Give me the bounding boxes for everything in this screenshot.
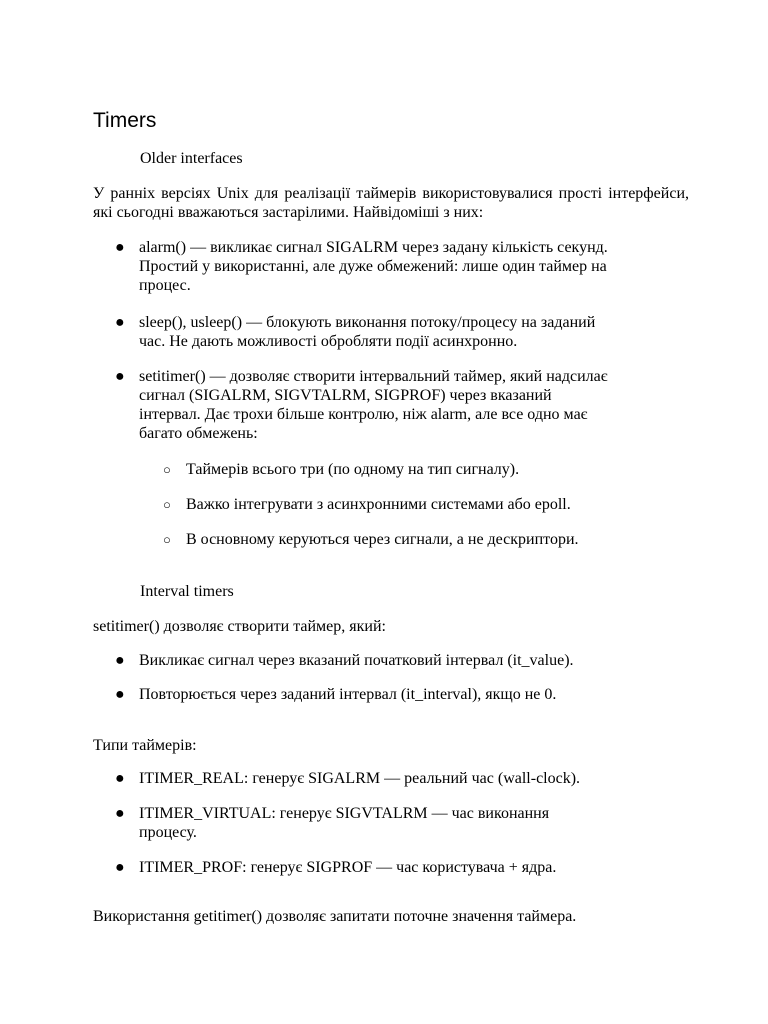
circle-bullet-icon: ○ [163,497,171,512]
circle-bullet-icon: ○ [163,532,171,547]
bullet-icon: ● [115,770,125,787]
bullet-icon: ● [115,314,125,331]
bullet-icon: ● [115,805,125,822]
list-item-line: багато обмежень: [139,425,258,442]
list-item-line: setitimer() — дозволяє створити інтервальний таймер, який надсилає [139,368,608,385]
circle-bullet-icon: ○ [163,462,171,477]
bullet-icon: ● [115,686,125,703]
timer-types-label: Типи таймерів: [93,737,197,754]
page-title: Timers [93,109,157,132]
list-item-line: Простий у використанні, але дуже обмежений: лише один таймер на [139,258,607,275]
older-intro-paragraph: У ранніх версіях Unix для реалізації таймерів використовувалися прості інтерфейси, які сьогодні вважаються застарілими. Найвідоміші з них: [93,185,689,221]
list-item-line: ITIMER_REAL: генерує SIGALRM — реальний час (wall-clock). [139,770,581,787]
footer-paragraph: Використання getitimer() дозволяє запитати поточне значення таймера. [93,908,577,925]
list-item-line: процесу. [139,824,197,841]
list-item-line: ITIMER_VIRTUAL: генерує SIGVTALRM — час виконання [139,805,550,822]
list-item-line: інтервал. Дає трохи більше контролю, ніж alarm, але все одно має [139,406,588,423]
list-item-line: ITIMER_PROF: генерує SIGPROF — час користувача + ядра. [139,859,557,876]
list-item-line: процес. [139,277,191,294]
bullet-icon: ● [115,239,125,256]
section-heading-interval: Interval timers [140,583,234,600]
interval-intro-paragraph: setitimer() дозволяє створити таймер, який: [93,618,386,635]
bullet-icon: ● [115,859,125,876]
list-item-line: сигнал (SIGALRM, SIGVTALRM, SIGPROF) через вказаний [139,387,552,404]
list-item-line: час. Не дають можливості обробляти події асинхронно. [139,333,518,350]
bullet-icon: ● [115,368,125,385]
bullet-icon: ● [115,652,125,669]
section-heading-older: Older interfaces [140,150,243,167]
list-item-line: sleep(), usleep() — блокують виконання потоку/процесу на заданий [139,314,596,331]
list-item-line: alarm() — викликає сигнал SIGALRM через задану кількість секунд. [139,239,608,256]
